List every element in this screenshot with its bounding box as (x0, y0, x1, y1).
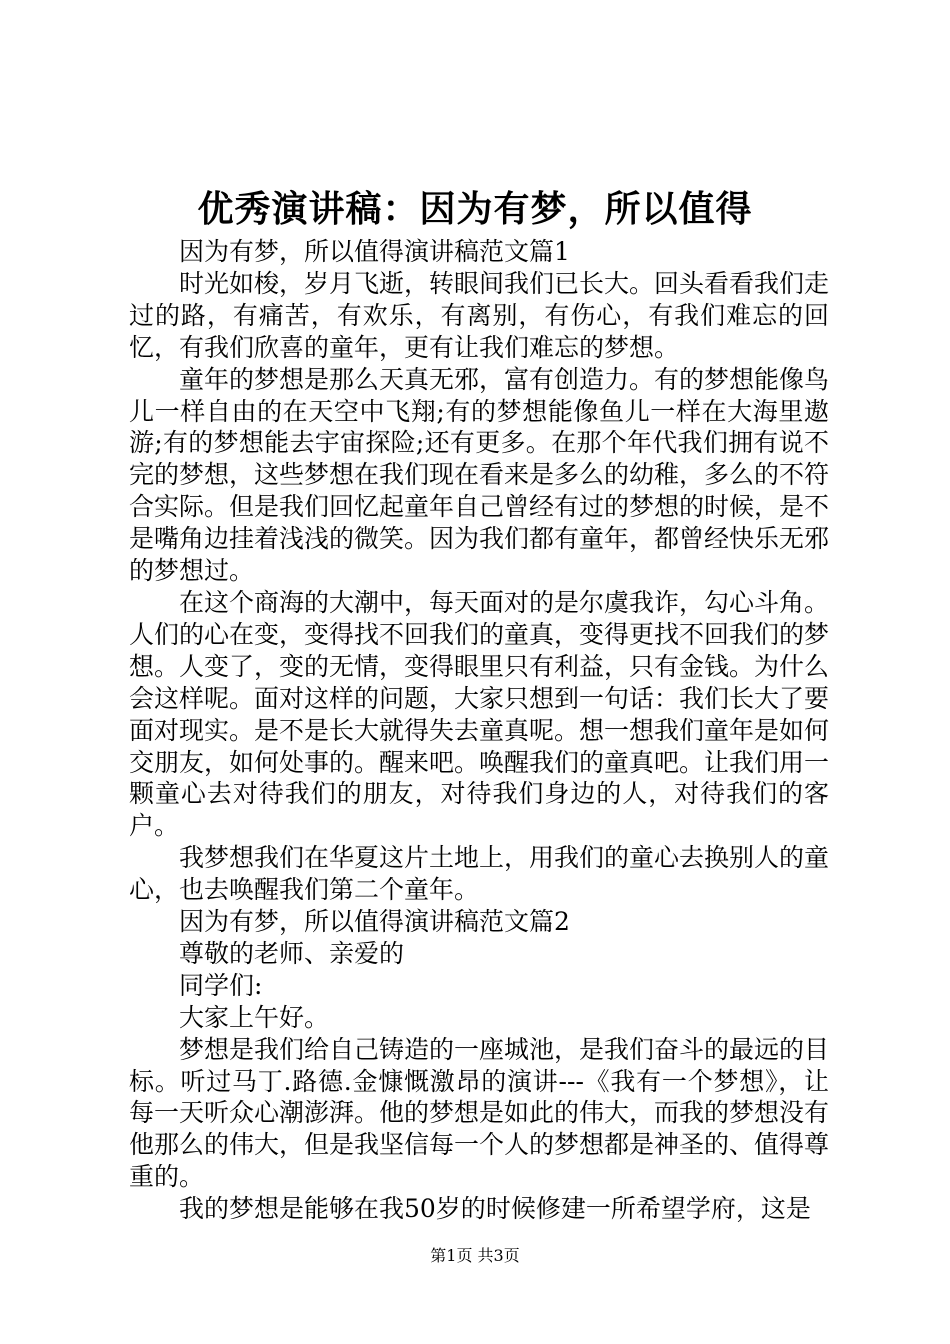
paragraph: 梦想是我们给自己铸造的一座城池，是我们奋斗的最远的目标。听过马丁.路德.金慷慨激昂的演讲---《我有一个梦想》，让每一天听众心潮澎湃。他的梦想是如此的伟大，而我的梦想没有他那么的伟大，但是我坚信每一个人的梦想都是神圣的、值得尊重的。 (129, 1034, 830, 1192)
paragraph-greeting: 大家上午好。 (179, 1002, 330, 1032)
paragraph: 时光如梭，岁月飞逝，转眼间我们已长大。回头看看我们走过的路，有痛苦，有欢乐，有离别，有伤心，有我们难忘的回忆，有我们欣喜的童年，更有让我们难忘的梦想。 (129, 268, 830, 362)
paragraph: 我的梦想是能够在我50岁的时候修建一所希望学府，这是 (179, 1194, 811, 1224)
paragraph-section-heading-2: 因为有梦，所以值得演讲稿范文篇2 (179, 907, 570, 937)
document-body (129, 236, 829, 1225)
document-title: 优秀演讲稿：因为有梦，所以值得 (197, 188, 753, 230)
paragraph-salutation: 尊敬的老师、亲爱的 (179, 938, 405, 968)
paragraph: 童年的梦想是那么天真无邪，富有创造力。有的梦想能像鸟儿一样自由的在天空中飞翔;有的梦想能像鱼儿一样在大海里遨游;有的梦想能去宇宙探险;还有更多。在那个年代我们拥有说不完的梦想，这些梦想在我们现在看来是多么的幼稚，多么的不符合实际。但是我们回忆起童年自己曾经有过的梦想的时候，是不是嘴角边挂着浅浅的微笑。因为我们都有童年，都曾经快乐无邪的梦想过。 (129, 364, 830, 586)
page-footer: 第1页 共3页 (430, 1246, 520, 1265)
paragraph: 我梦想我们在华夏这片土地上，用我们的童心去换别人的童心，也去唤醒我们第二个童年。 (129, 843, 830, 905)
paragraph-section-heading-1: 因为有梦，所以值得演讲稿范文篇1 (179, 237, 570, 266)
paragraph-salutation: 同学们: (179, 970, 263, 1000)
paragraph: 在这个商海的大潮中，每天面对的是尔虞我诈，勾心斗角。人们的心在变，变得找不回我们的童真，变得更找不回我们的梦想。人变了，变的无情，变得眼里只有利益，只有金钱。为什么会这样呢。面对这样的问题，大家只想到一句话：我们长大了要面对现实。是不是长大就得失去童真呢。想一想我们童年是如何交朋友，如何处事的。醒来吧。唤醒我们的童真吧。让我们用一颗童心去对待我们的朋友，对待我们身边的人，对待我们的客户。 (129, 587, 830, 841)
